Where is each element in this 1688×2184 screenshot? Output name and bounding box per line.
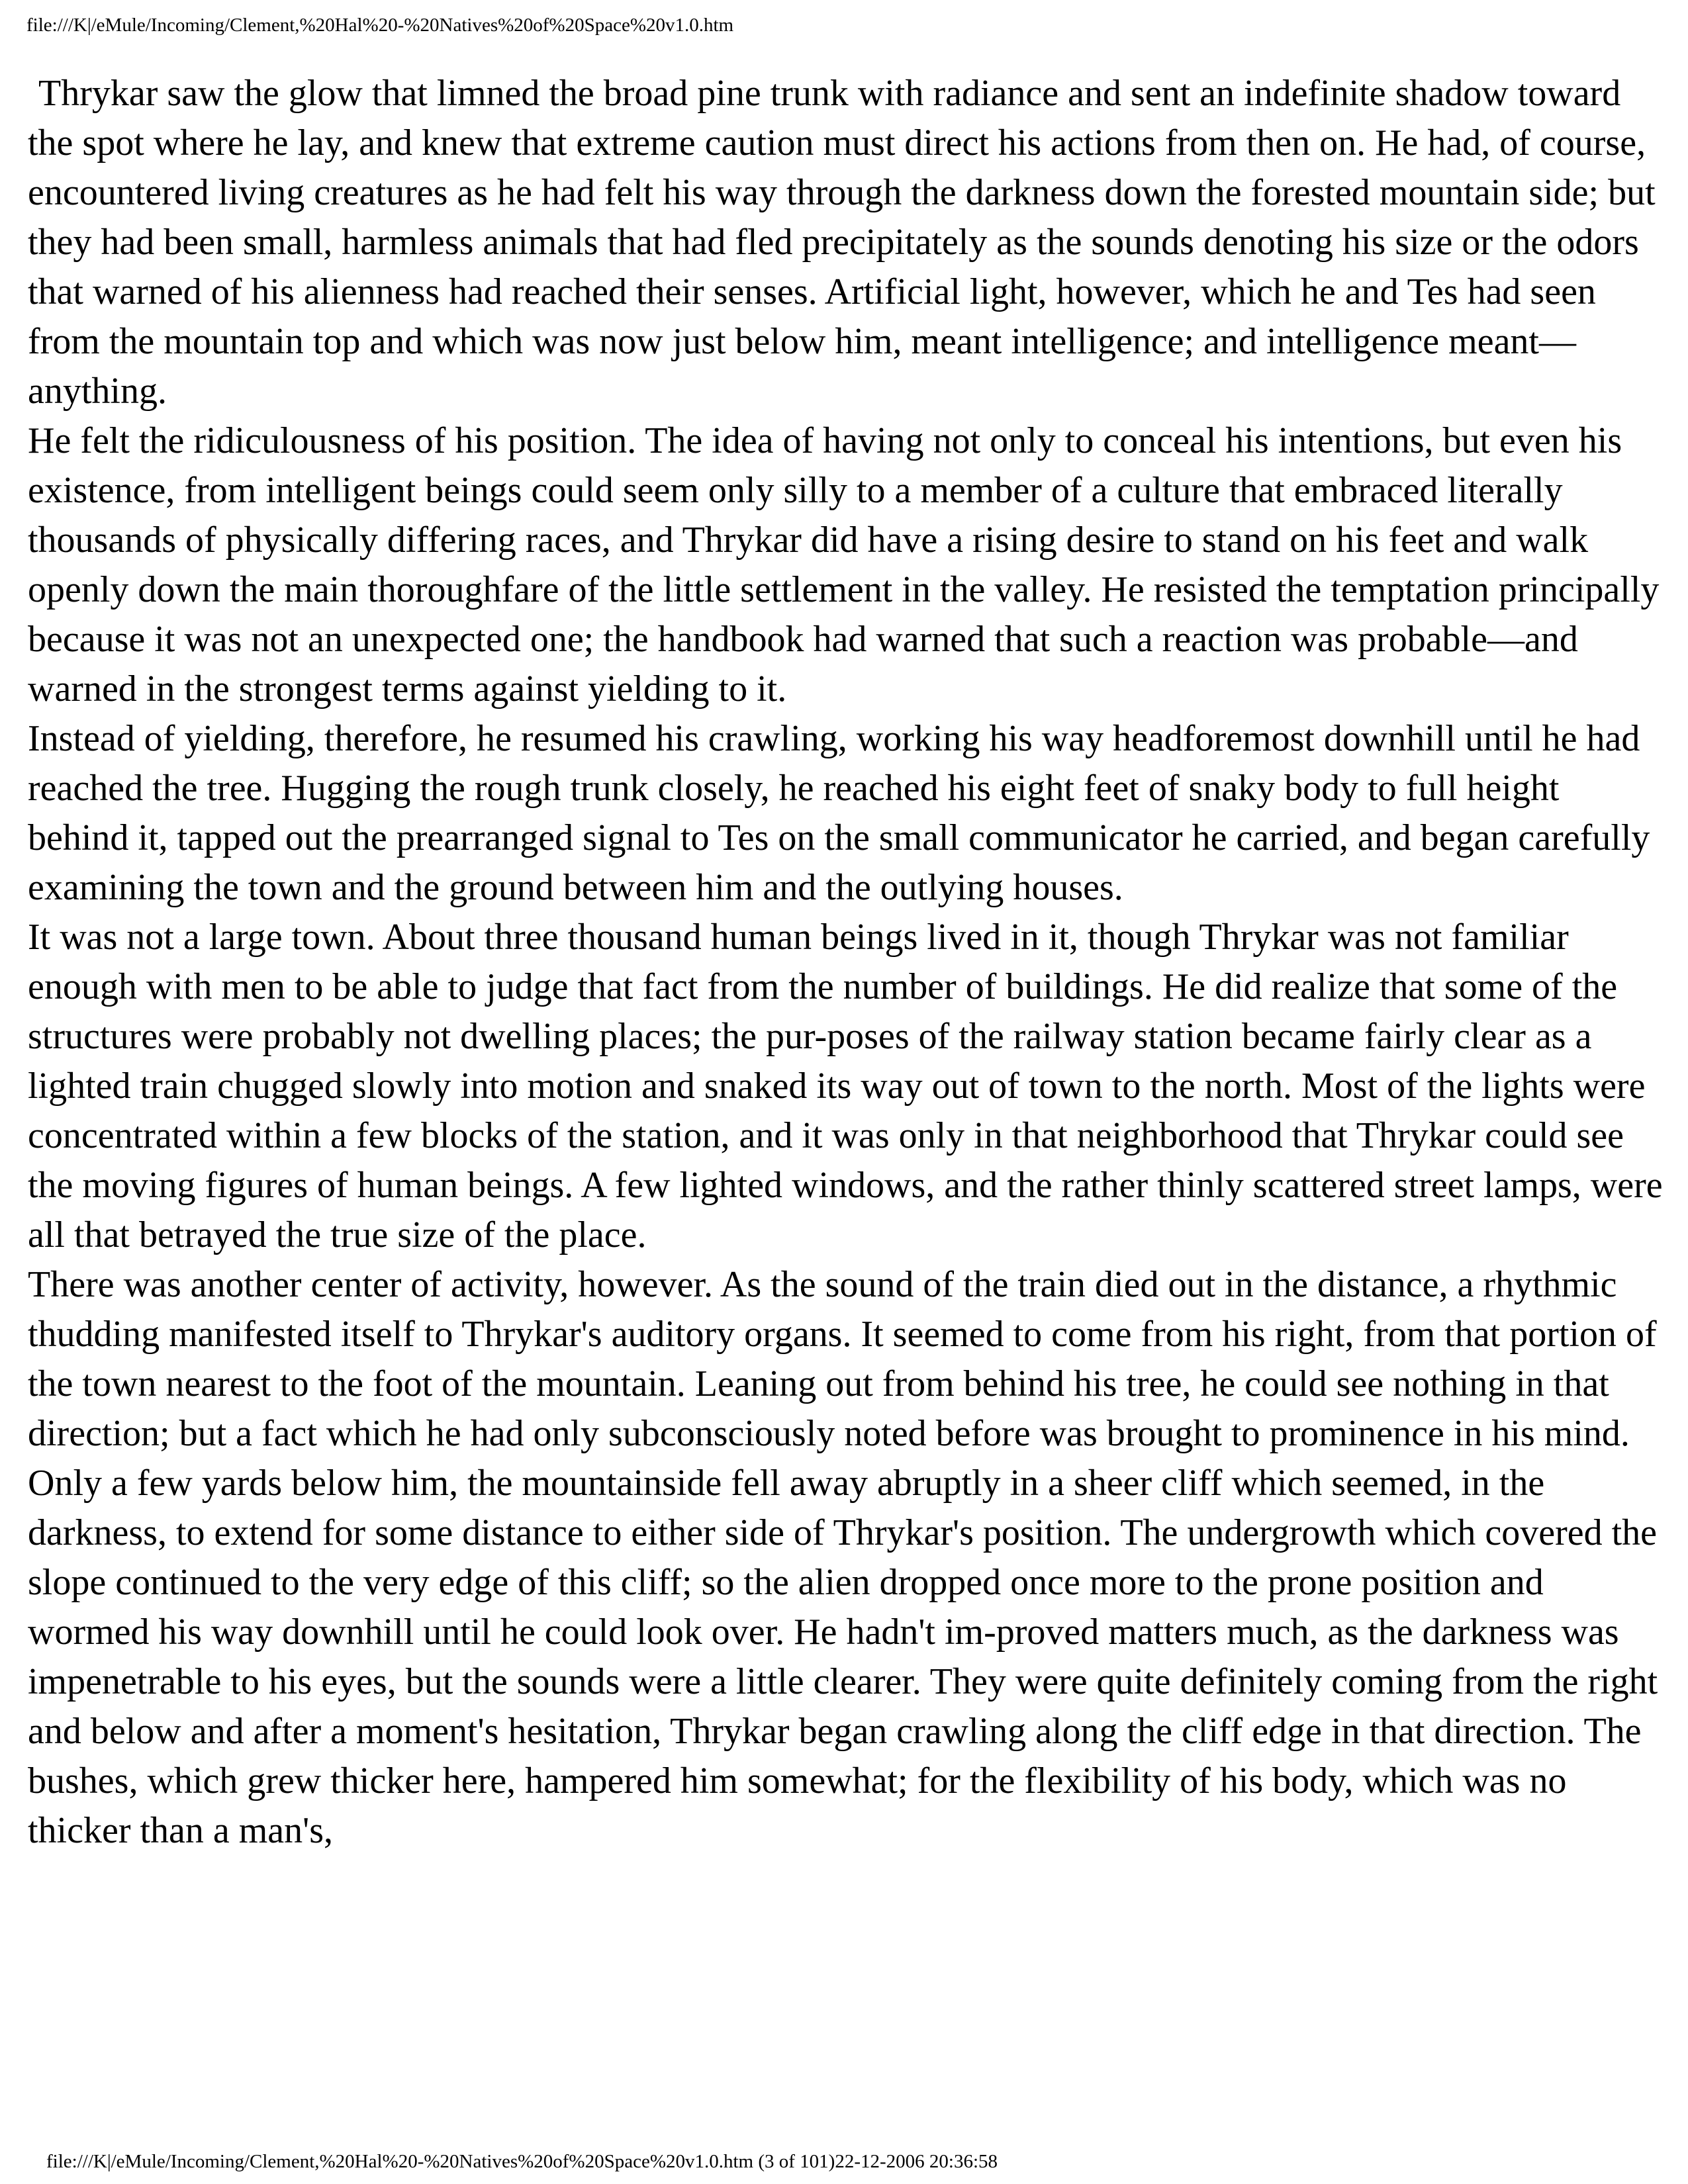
- paragraph: Only a few yards below him, the mountainside fell away abruptly in a sheer cliff which seemed, in the darkness, to extend for some distance to either side of Thrykar's position. The undergrowth which covered the slope continued to the very edge of this cliff; so the alien dropped once more to the prone position and wormed his way downhill until he could look over. He hadn't im-proved matters much, as the darkness was impenetrable to his eyes, but the sounds were a little clearer. They were quite definitely coming from the right and below and after a moment's hesitation, Thrykar began crawling along the cliff edge in that direction. The bushes, which grew thicker here, hampered him somewhat; for the flexibility of his body, which was no thicker than a man's,: [28, 1463, 1658, 1851]
- paragraph: It was not a large town. About three thousand human beings lived in it, though Thrykar was not familiar enough with men to be able to judge that fact from the number of buildings. He did realize that some of the structures were probably not dwelling places; the pur-poses of the railway station became fairly clear as a lighted train chugged slowly into motion and snaked its way out of town to the north. Most of the lights were concentrated within a few blocks of the station, and it was only in that neighborhood that Thrykar could see the moving figures of human beings. A few lighted windows, and the rather thinly scattered street lamps, were all that betrayed the true size of the place.: [28, 917, 1663, 1255]
- page-header-file-path: file:///K|/eMule/Incoming/Clement,%20Hal%20-%20Natives%20of%20Space%20v1.0.htm: [26, 15, 734, 36]
- body-text: [28, 69, 1663, 1856]
- paragraph: Thrykar saw the glow that limned the broad pine trunk with radiance and sent an indefinite shadow toward the spot where he lay, and knew that extreme caution must direct his actions from then on. He had, of course, encountered living creatures as he had felt his way through the darkness down the forested mountain side; but they had been small, harmless animals that had fled precipitately as the sounds denoting his size or the odors that warned of his alienness had reached their senses. Artificial light, however, which he and Tes had seen from the mountain top and which was now just below him, meant intelligence; and intelligence meant—anything.: [28, 73, 1656, 412]
- paragraph: He felt the ridiculousness of his position. The idea of having not only to conceal his intentions, but even his existence, from intelligent beings could seem only silly to a member of a culture that embraced literally thousands of physically differing races, and Thrykar did have a rising desire to stand on his feet and walk openly down the main thoroughfare of the little settlement in the valley. He resisted the temptation principally because it was not an unexpected one; the handbook had warned that such a reaction was probable—and warned in the strongest terms against yielding to it.: [28, 420, 1660, 709]
- paragraph: Instead of yielding, therefore, he resumed his crawling, working his way headforemost downhill until he had reached the tree. Hugging the rough trunk closely, he reached his eight feet of snaky body to full height behind it, tapped out the prearranged signal to Tes on the small communicator he carried, and began carefully examining the town and the ground between him and the outlying houses.: [28, 718, 1650, 908]
- page-footer-file-info: file:///K|/eMule/Incoming/Clement,%20Hal%20-%20Natives%20of%20Space%20v1.0.htm (3 of 101)22-12-2006 20:36:58: [46, 2151, 998, 2172]
- paragraph: There was another center of activity, however. As the sound of the train died out in the distance, a rhythmic thudding manifested itself to Thrykar's auditory organs. It seemed to come from his right, from that portion of the town nearest to the foot of the mountain. Leaning out from behind his tree, he could see nothing in that direction; but a fact which he had only subconsciously noted before was brought to prominence in his mind.: [28, 1264, 1657, 1454]
